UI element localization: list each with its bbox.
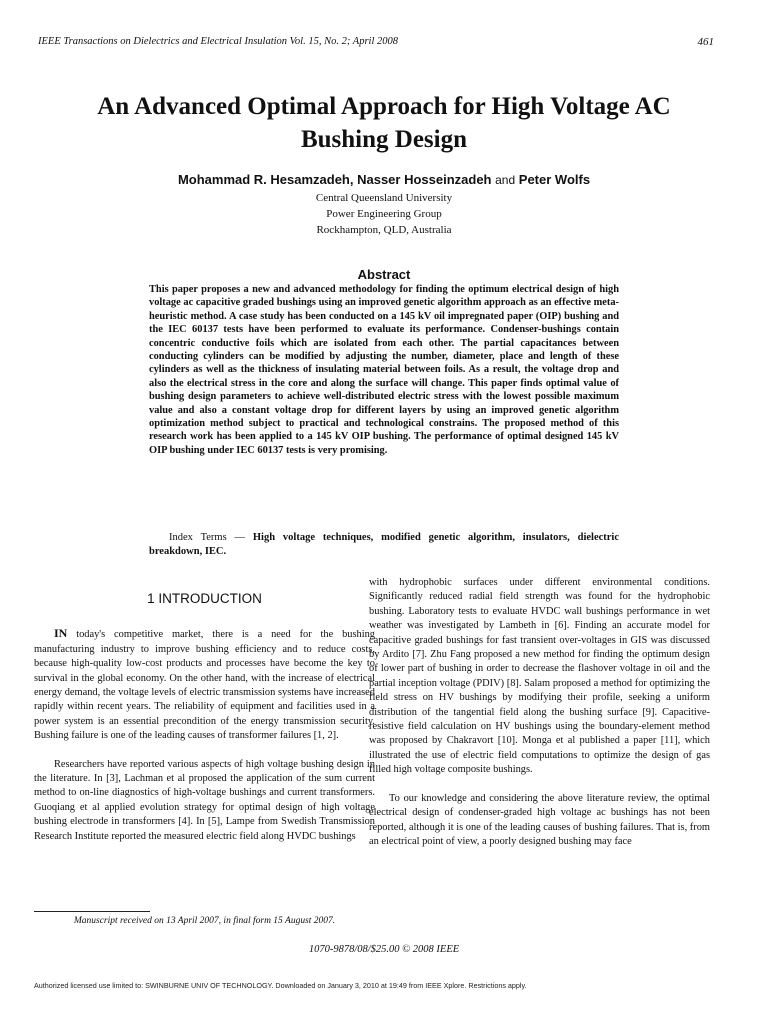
manuscript-footnote: Manuscript received on 13 April 2007, in final form 15 August 2007. <box>73 916 336 926</box>
left-column <box>34 576 375 844</box>
affiliation-location: Rockhampton, QLD, Australia <box>316 224 452 236</box>
page-number: 461 <box>697 36 714 48</box>
affiliation-university: Central Queensland University <box>315 192 453 204</box>
affiliation <box>0 190 768 238</box>
journal-citation: IEEE Transactions on Dielectrics and Electrical Insulation Vol. 15, No. 2; April 2008 <box>38 36 398 47</box>
affiliation-group: Power Engineering Group <box>326 208 442 220</box>
footnote-rule <box>34 911 150 912</box>
abstract-heading: Abstract <box>357 267 411 282</box>
intro-paragraph-3: with hydrophobic surfaces under different environmental conditions. Significantly reduced radial field strength was found for the hydrophobic bushing. Laboratory tests to evaluate HVDC wall bushings performance in wet weather was investigated by Lambeth in [6]. Finding an accurate model for capacitive graded bushings for fast transient over-voltages in GIS was discussed by Ardito [7]. Zhu Fang proposed a new method for finding the optimum design of lower part of bushing in order to decrease the flashover voltage in oil and the partial inception voltage (PDIV) [8]. Salam proposed a method for optimizing the field stress on HV bushings by modifying their profile, seeking a uniform distribution of the tangential field along the bushing surface [9]. Capacitive-resistive field calculation on HV bushings using the boundary-element method was proposed by Chakravort [10]. Monga et al published a paper [11], which illustrated the use of electric field computations to optimize the design of gas filled high voltage composite bushings. <box>369 577 710 776</box>
paper-title: An Advanced Optimal Approach for High Voltage AC Bushing Design <box>97 93 671 153</box>
index-terms-list: High voltage techniques, modified genetic algorithm, insulators, dielectric breakdown, IEC. <box>149 532 620 557</box>
author-conjunction: and <box>495 173 516 187</box>
right-column <box>369 576 710 849</box>
author-last: Peter Wolfs <box>518 172 591 187</box>
intro-dropcap: IN <box>54 626 68 641</box>
index-terms-label: Index Terms — <box>169 532 246 543</box>
author-list <box>0 172 768 187</box>
copyright-line: 1070-9878/08/$25.00 © 2008 IEEE <box>308 944 460 955</box>
intro-paragraph-1 <box>34 626 375 743</box>
running-header <box>38 36 714 52</box>
abstract-text: This paper proposes a new and advanced methodology for finding the optimum electrical design of high voltage ac capacitive graded bushings using an improved genetic algorithm approach as an effective meta-heuristic method. A case study has been conducted on a 145 kV oil impregnated paper (OIP) bushing and the IEC 60137 tests have been performed to evaluate its performance. Condenser-bushings contain concentric conductive foils which are isolated from each other. The partial capacitances between conducting cylinders can be modified by adjusting the number, diameter, place and length of these cylinders as well as the thickness of insulating material between foils. As a result, the voltage drop and also the electrical stress in the core and along the surface will change. This paper finds optimal value of bushing design parameters to achieve well-distributed electric stress with the lowest possible maximum value and also a constant voltage drop for different layers by using an improved genetic algorithm optimization method subject to practical and technological constrains. The proposed method of this research work has been applied to a 145 kV OIP bushing. The performance of optimal designed 145 kV OIP bushing under IEC 60137 tests is very promising. <box>149 284 619 456</box>
author-names: Mohammad R. Hesamzadeh, Nasser Hosseinzadeh <box>177 172 492 187</box>
intro-paragraph-2: Researchers have reported various aspects of high voltage bushing design in the literature. In [3], Lachman et al proposed the application of the sum current method to on-line diagnostics of high-voltage bushings and current transformers. Guoqiang et al applied evolution strategy for optimal design of high voltage bushing electrode in transformers [4]. In [5], Lampe from Swedish Transmission Research Institute reported the measured electric field along HVDC bushings <box>34 758 375 842</box>
intro-paragraph-1-text: today's competitive market, there is a need for the bushing manufacturing industry to improve bushing efficiency and to reduce costs, because high-quality low-cost products and processes have become the key to survival in the global economy. On the other hand, with the increase of electrical energy demand, the voltage levels of electric transmission systems have increased rapidly within recent years. The reliability of equipment and facilities used in a power system is an essential precondition of the energy transmission security. Bushing failure is one of the leading causes of transformer failures [1, 2]. <box>34 629 375 742</box>
intro-paragraph-4: To our knowledge and considering the above literature review, the optimal electrical design of condenser-graded high voltage ac bushings has not been reported, although it is one of the leading causes of bushing failures. That is, from an electrical point of view, a poorly designed bushing may face <box>369 792 710 847</box>
section-heading-introduction: 1 INTRODUCTION <box>147 591 262 606</box>
license-notice: Authorized licensed use limited to: SWINBURNE UNIV OF TECHNOLOGY. Downloaded on January 3, 2010 at 19:49 from IEEE Xplore. Restrictions apply. <box>34 981 527 990</box>
index-terms <box>149 531 619 559</box>
